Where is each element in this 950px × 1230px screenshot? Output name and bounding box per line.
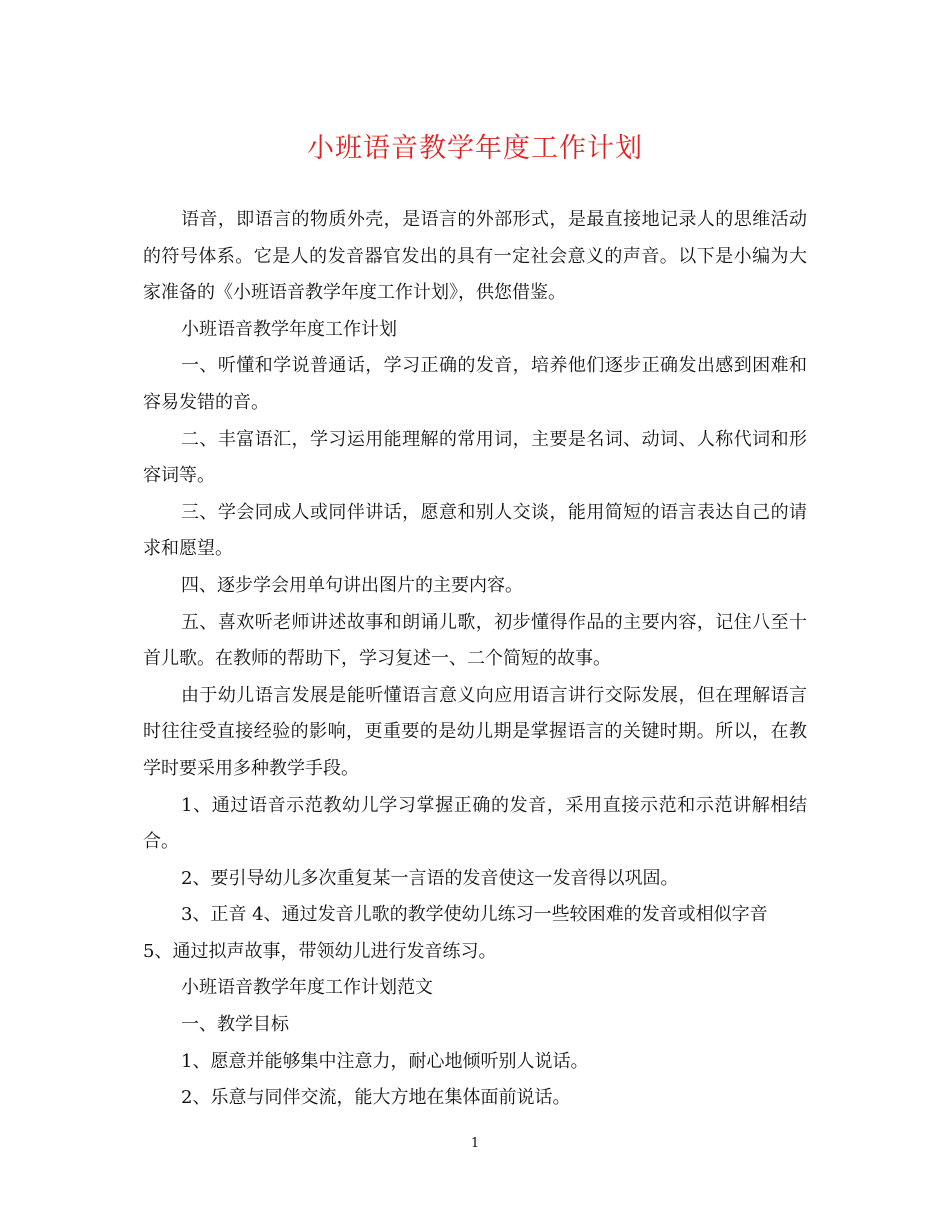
method-item-1: 1、通过语音示范教幼儿学习掌握正确的发音，采用直接示范和示范讲解相结合。 [143,794,807,853]
goal-item-2: 二、丰富语汇，学习运用能理解的常用词，主要是名词、动词、人称代词和形容词等。 [143,428,807,487]
page-number: 1 [470,1136,480,1151]
method-item-2: 2、要引导幼儿多次重复某一言语的发音使这一发音得以巩固。 [181,867,679,889]
method-paragraph: 由于幼儿语言发展是能听懂语言意义向应用语言讲行交际发展，但在理解语言时往往受直接经验的影响，更重要的是幼儿期是掌握语言的关键时期。所以，在教学时要采用多种教学手段。 [143,684,807,779]
sample-heading: 小班语音教学年度工作计划范文 [181,977,433,999]
intro-paragraph: 语音，即语言的物质外壳，是语言的外部形式，是最直接地记录人的思维活动的符号体系。它是人的发音器官发出的具有一定社会意义的声音。以下是小编为大家准备的《小班语音教学年度工作计划》，供您借鉴。 [143,209,807,304]
goal-item-1: 一、听懂和学说普通话，学习正确的发音，培养他们逐步正确发出感到困难和容易发错的音。 [143,355,807,413]
goal-item-3: 三、学会同成人或同伴讲话，愿意和别人交谈，能用简短的语言表达自己的请求和愿望。 [143,501,807,560]
teaching-goals-heading: 一、教学目标 [181,1014,289,1036]
section-heading: 小班语音教学年度工作计划 [181,318,397,340]
teaching-goal-1: 1、愿意并能够集中注意力，耐心地倾听别人说话。 [181,1050,589,1072]
goal-item-5: 五、喜欢听老师讲述故事和朗诵儿歌，初步懂得作品的主要内容，记住八至十首儿歌。在教师的帮助下，学习复述一、二个简短的故事。 [143,611,807,670]
document-title: 小班语音教学年度工作计划 [307,133,643,164]
goal-item-4: 四、逐步学会用单句讲出图片的主要内容。 [181,574,523,596]
teaching-goal-2: 2、乐意与同伴交流，能大方地在集体面前说话。 [181,1087,571,1109]
document-body [143,202,807,1117]
method-item-3-4: 3、正音 4、通过发音儿歌的教学使幼儿练习一些较困难的发音或相似字音 [181,904,768,926]
method-item-5: 5、通过拟声故事，带领幼儿进行发音练习。 [143,940,497,962]
